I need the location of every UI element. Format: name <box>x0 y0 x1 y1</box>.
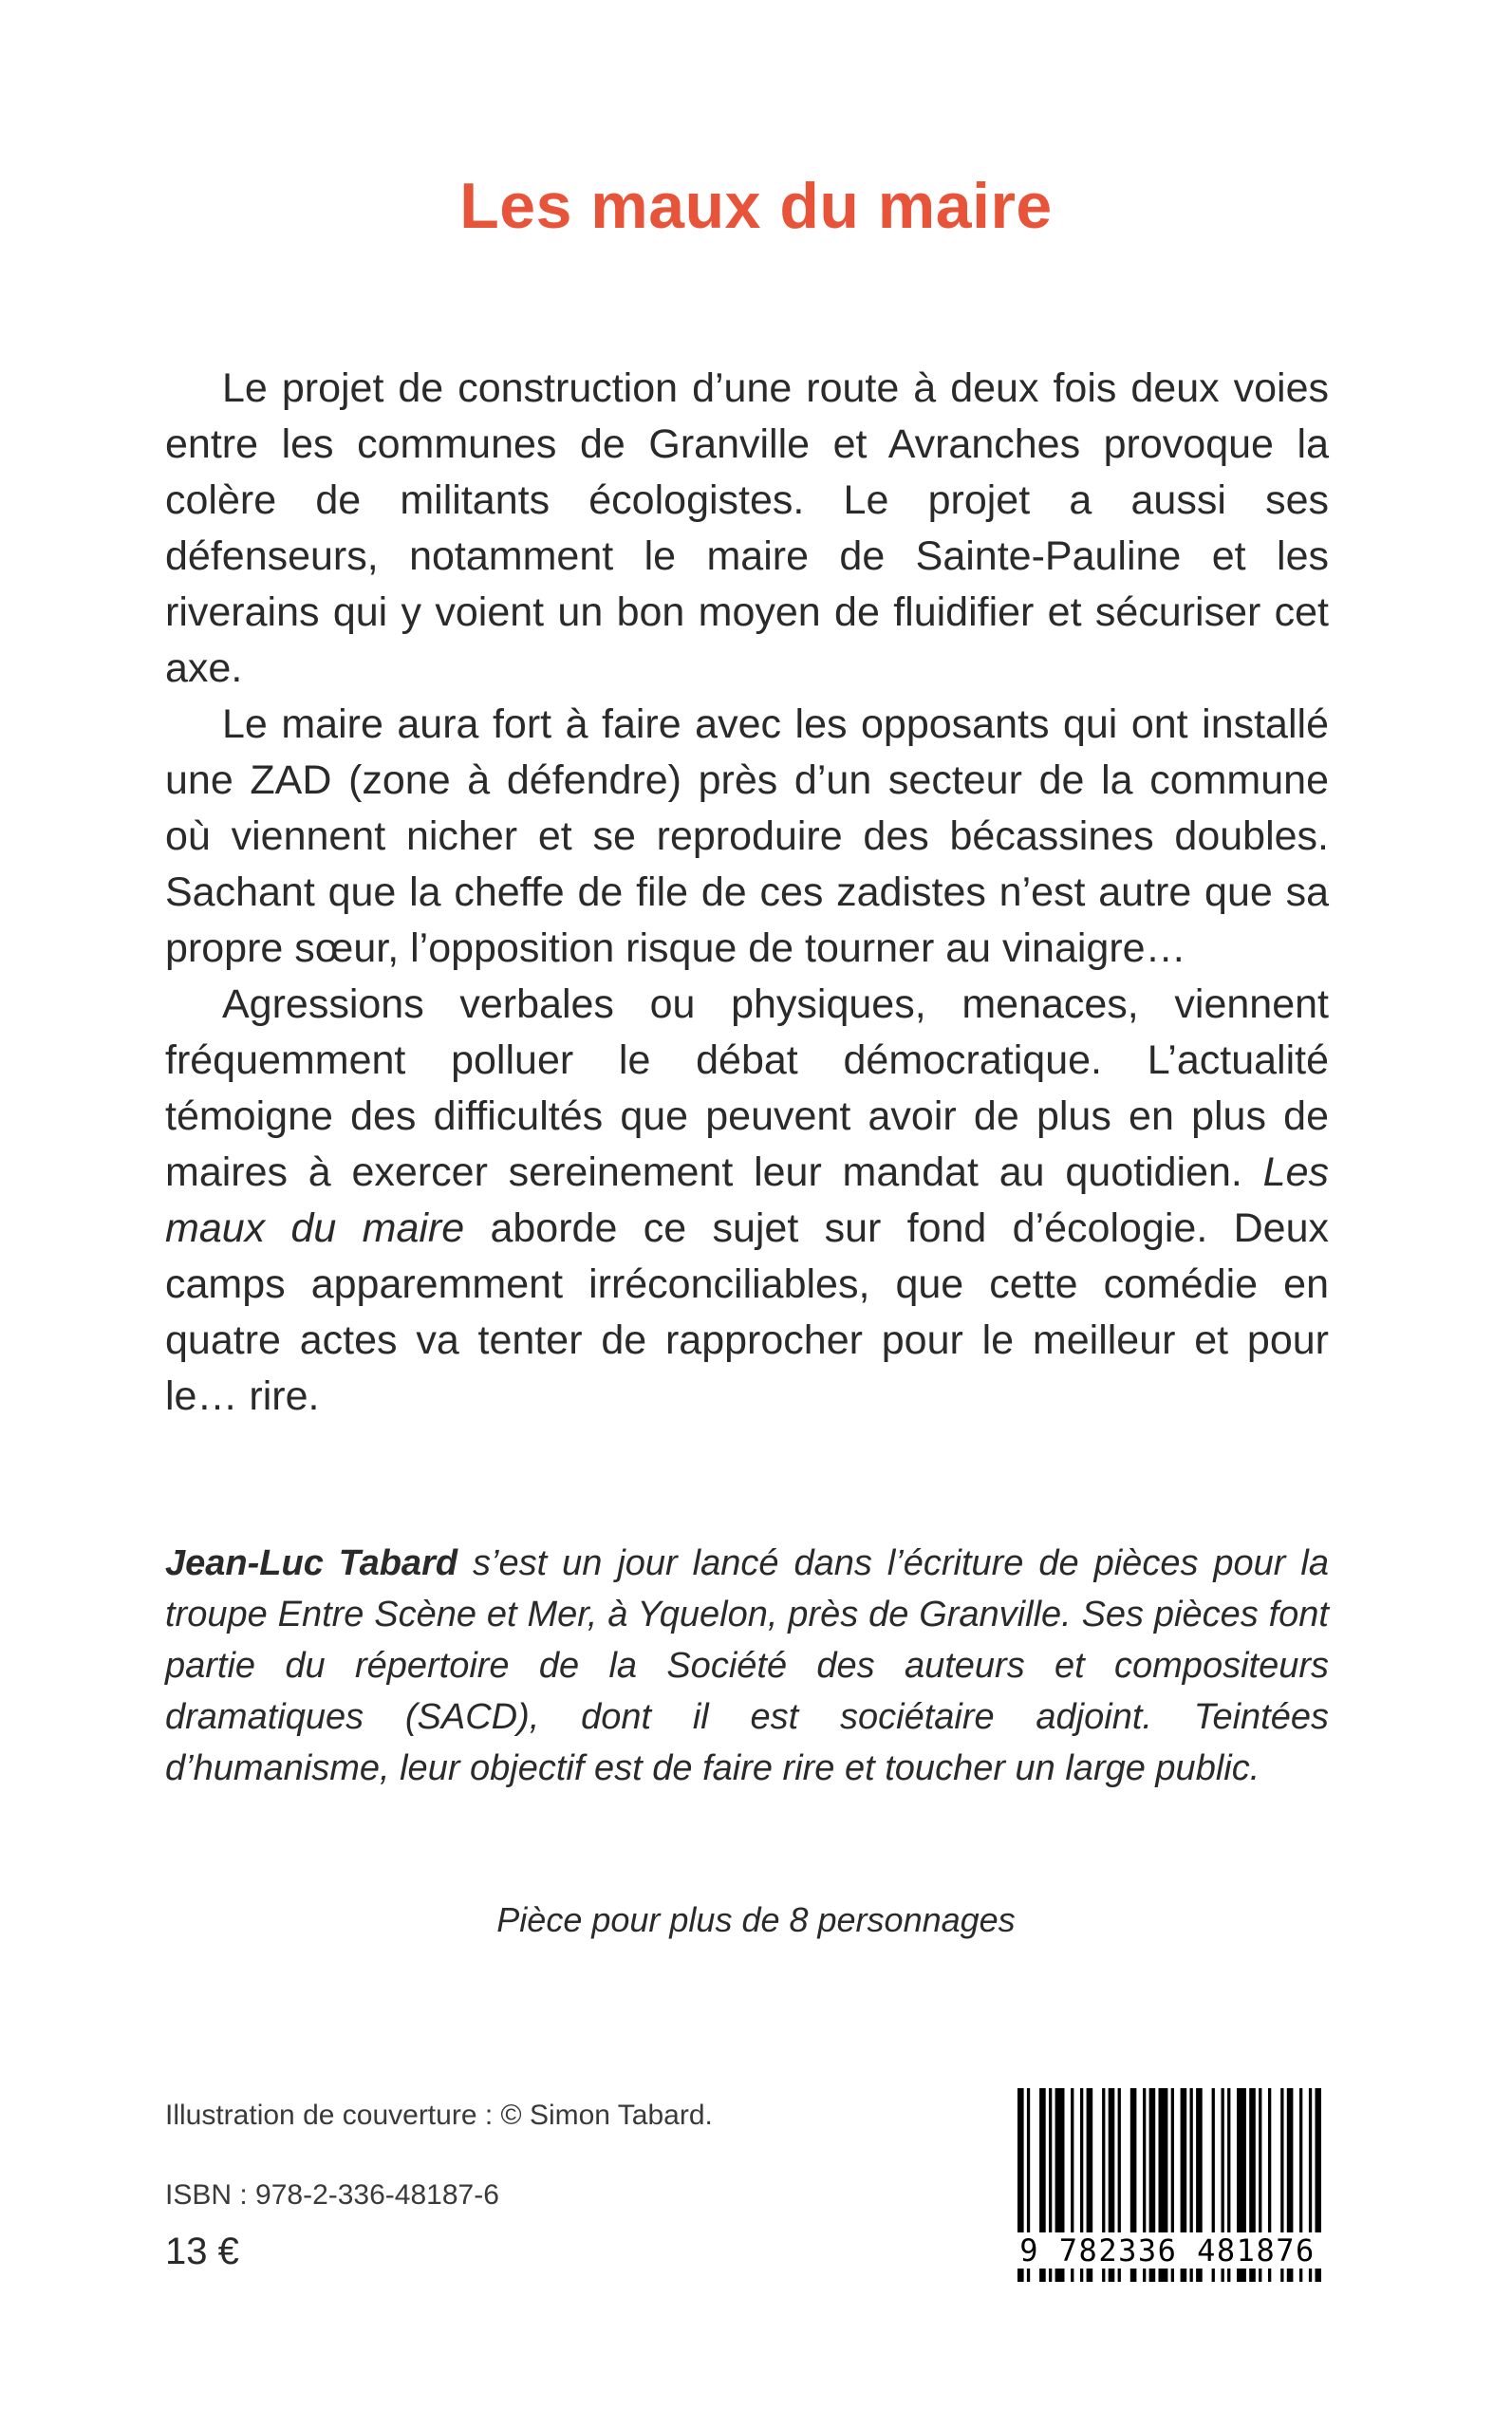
blurb-paragraph-2: Le maire aura fort à faire avec les opposants qui ont installé une ZAD (zone à défendre) près d’un secteur de la commune où viennent nicher et se reproduire des bécassines doubles. Sachant que la cheffe de file de ces zadistes n’est autre que sa propre sœur, l’opposition risque de tourner au vinaigre… <box>165 701 1329 971</box>
book-title: Les maux du maire <box>459 170 1053 242</box>
blurb-paragraph-3 <box>165 977 1329 1425</box>
price: 13 € <box>165 2231 239 2272</box>
blurb-paragraph-1: Le projet de construction d’une route à deux fois deux voies entre les communes de Granville et Avranches provoque la colère de militants écologistes. Le projet a aussi ses défenseurs, notamment le maire de Sainte-Pauline et les riverains qui y voient un bon moyen de fluidifier et sécuriser cet axe. <box>165 365 1329 691</box>
back-cover-blurb <box>165 361 1329 1425</box>
author-name: Jean-Luc Tabard <box>165 1543 458 1583</box>
cast-note: Pièce pour plus de 8 personnages <box>496 1900 1016 1939</box>
cover-credit: Illustration de couverture : © Simon Tabard. <box>165 2100 713 2131</box>
blurb-paragraph-3-text: Agressions verbales ou physiques, menaces, viennent fréquemment polluer le débat démocratique. L’actualité témoigne des difficultés que peuvent avoir de plus en plus de maires à exercer sereinement leur mandat au quotidien. <box>165 981 1329 1195</box>
blurb-inline-title: Les maux du maire <box>165 1149 1330 1251</box>
author-bio <box>165 1538 1329 1794</box>
blurb-paragraph-3-end: aborde ce sujet sur fond d’écologie. Deux camps apparemment irréconciliables, que cette comédie en quatre actes va tenter de rapprocher pour le meilleur et pour le… rire. <box>165 1205 1329 1419</box>
isbn: ISBN : 978-2-336-48187-6 <box>165 2179 499 2211</box>
barcode-digits: 9 782336 481876 <box>1008 2232 1327 2269</box>
author-bio-text: s’est un jour lancé dans l’écriture de pièces pour la troupe Entre Scène et Mer, à Yquelon, près de Granville. Ses pièces font partie du répertoire de la Société des auteurs et compositeurs dramatiques (SACD), dont il est sociétaire adjoint. Teintées d’humanisme, leur objectif est de faire rire et toucher un large public. <box>165 1543 1329 1788</box>
